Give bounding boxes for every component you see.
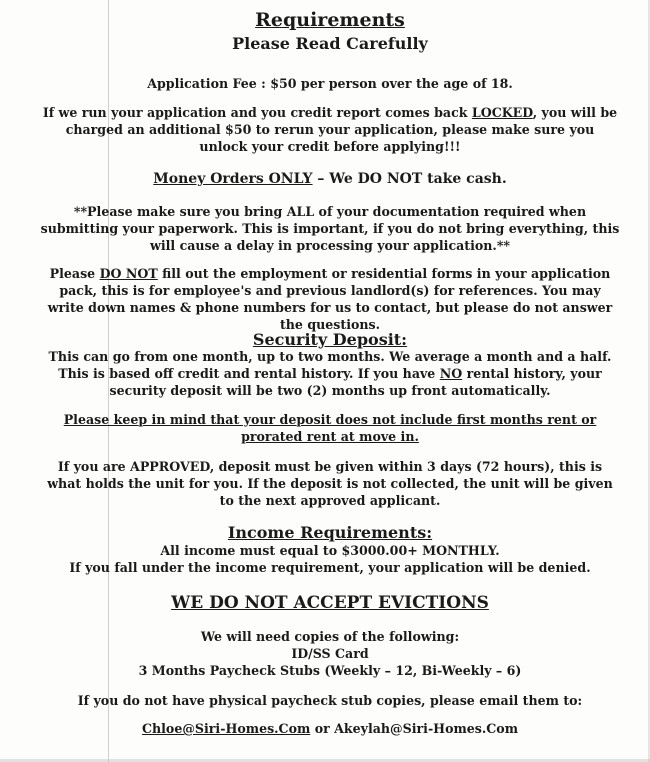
income-line-1: All income must equal to $3000.00+ MONTHLY. <box>160 543 500 558</box>
email-note: If you do not have physical paycheck stub copies, please email them to: <box>77 693 583 708</box>
security-deposit-heading: Security Deposit: <box>252 330 408 349</box>
copies-intro: We will need copies of the following: <box>200 629 460 644</box>
page-title: Requirements <box>255 9 405 31</box>
security-deposit-text-after: rental history, your security deposit will be two (2) months up front automatically. <box>109 366 602 398</box>
documentation-paragraph: **Please make sure you bring ALL of your documentation required when submitting your paperwork. This is important, if you do not bring everything, this will cause a delay in processing your application.** <box>40 204 620 253</box>
money-orders-only: Money Orders ONLY <box>153 171 313 187</box>
copies-item-paycheck-stubs: 3 Months Paycheck Stubs (Weekly – 12, Bi-Weekly – 6) <box>138 663 522 678</box>
copies-item-id-ss-card: ID/SS Card <box>291 646 369 661</box>
application-fee-text: $50 per person over the age of 18. <box>265 76 513 91</box>
evictions-heading: WE DO NOT ACCEPT EVICTIONS <box>171 593 489 613</box>
payment-method <box>40 170 620 189</box>
email-akeylah: Akeylah@Siri-Homes.Com <box>334 721 519 736</box>
credit-report-text-before: If we run your application and you credit report comes back <box>42 105 472 120</box>
deposit-note: Please keep in mind that your deposit does not include first months rent or prorated rent at move in. <box>63 412 597 444</box>
forms-do-not: DO NOT <box>99 266 158 281</box>
application-fee-label: Application Fee : <box>147 76 266 91</box>
income-line-2: If you fall under the income requirement, your application will be denied. <box>69 560 591 575</box>
credit-report-paragraph <box>40 104 620 155</box>
forms-paragraph <box>40 265 620 333</box>
forms-text-after: fill out the employment or residential forms in your application pack, this is for employee's and previous landlord(s) for references. You may write down names & phone numbers for us to contact, but please do not answer the questions. <box>47 266 613 332</box>
email-link-chloe[interactable]: Chloe@Siri-Homes.Com <box>141 721 311 736</box>
income-requirements-heading: Income Requirements: <box>227 523 433 542</box>
security-deposit-text-before: This can go from one month, up to two months. We average a month and a half. This is based off credit and rental history. If you have <box>48 349 612 381</box>
credit-report-text-after: , you will be charged an additional $50 to rerun your application, please make sure you unlock your credit before applying!!! <box>65 105 618 154</box>
application-fee <box>40 75 620 92</box>
security-deposit-no: NO <box>439 366 463 381</box>
page-subtitle: Please Read Carefully <box>232 34 428 53</box>
copies-list <box>40 628 620 679</box>
forms-text-before: Please <box>49 266 100 281</box>
credit-report-locked: LOCKED <box>471 105 533 120</box>
income-requirements-body <box>40 542 620 576</box>
security-deposit-paragraph <box>40 348 620 399</box>
email-separator: or <box>310 721 335 736</box>
approval-paragraph: If you are APPROVED, deposit must be given within 3 days (72 hours), this is what holds the unit for you. If the deposit is not collected, the unit will be given to the next approved applicant. <box>47 459 613 508</box>
email-addresses <box>40 720 620 737</box>
no-cash-text: – We DO NOT take cash. <box>312 171 507 187</box>
